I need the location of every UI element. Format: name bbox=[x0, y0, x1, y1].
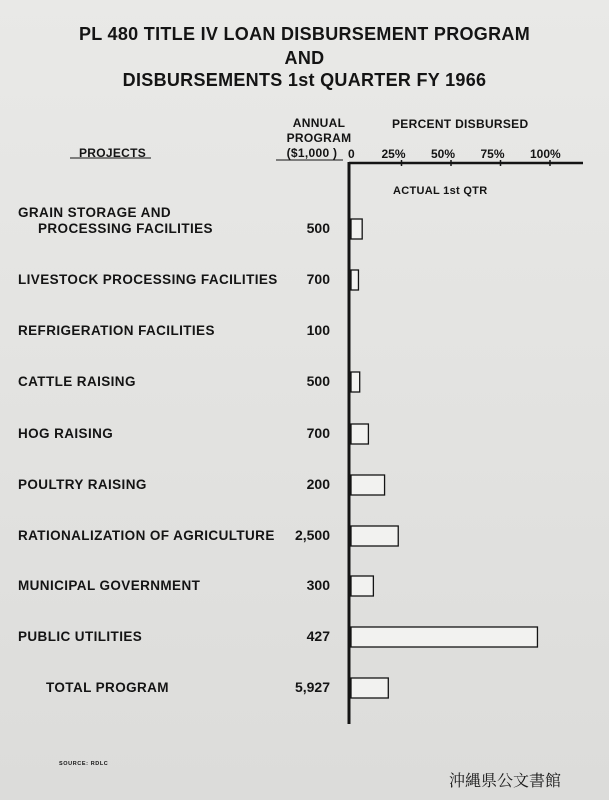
series-label: ACTUAL 1st QTR bbox=[393, 185, 488, 197]
annual-header-line-3: ($1,000 ) bbox=[286, 146, 338, 160]
bar-4 bbox=[351, 424, 368, 444]
x-tick-label-25: 25% bbox=[381, 147, 406, 161]
program-amount-5: 200 bbox=[306, 476, 330, 492]
bar-3 bbox=[351, 372, 360, 392]
program-amount-0: 500 bbox=[306, 220, 330, 236]
annual-header-line-2: PROGRAM bbox=[286, 131, 352, 145]
project-label-4: HOG RAISING bbox=[18, 426, 114, 441]
program-amount-9: 5,927 bbox=[294, 679, 330, 695]
bar-0 bbox=[351, 219, 362, 239]
project-label-7: MUNICIPAL GOVERNMENT bbox=[18, 578, 201, 593]
x-tick-label-0: 0 bbox=[348, 147, 355, 161]
project-label-9: TOTAL PROGRAM bbox=[46, 680, 169, 695]
project-label-0-line-1: GRAIN STORAGE AND bbox=[18, 205, 172, 220]
program-amount-8: 427 bbox=[306, 628, 330, 644]
bars bbox=[351, 219, 537, 698]
bar-7 bbox=[351, 576, 373, 596]
program-amount-4: 700 bbox=[306, 425, 330, 441]
project-label-6: RATIONALIZATION OF AGRICULTURE bbox=[18, 528, 275, 543]
x-tick-label-50: 50% bbox=[431, 147, 456, 161]
bar-8 bbox=[351, 627, 537, 647]
archive-watermark: 沖縄県公文書館 bbox=[449, 771, 562, 790]
source-note: SOURCE: RDLC bbox=[59, 761, 109, 767]
program-amount-6: 2,500 bbox=[294, 527, 330, 543]
x-tick-label-100: 100% bbox=[530, 147, 561, 161]
bar-5 bbox=[351, 475, 385, 495]
percent-header: PERCENT DISBURSED bbox=[392, 117, 529, 131]
x-tick-label-75: 75% bbox=[480, 147, 505, 161]
bar-9 bbox=[351, 678, 388, 698]
project-label-2: REFRIGERATION FACILITIES bbox=[18, 323, 215, 338]
projects-header: PROJECTS bbox=[79, 146, 147, 160]
program-amount-2: 100 bbox=[306, 322, 330, 338]
project-label-1: LIVESTOCK PROCESSING FACILITIES bbox=[18, 272, 278, 287]
program-amount-3: 500 bbox=[306, 373, 330, 389]
project-label-8: PUBLIC UTILITIES bbox=[18, 629, 143, 644]
project-label-5: POULTRY RAISING bbox=[18, 477, 147, 492]
program-amount-1: 700 bbox=[306, 271, 330, 287]
annual-header-line-1: ANNUAL bbox=[292, 116, 346, 130]
bar-1 bbox=[351, 270, 358, 290]
title-line-2: AND bbox=[284, 48, 325, 68]
project-label-0-line-2: PROCESSING FACILITIES bbox=[38, 221, 213, 236]
project-label-3: CATTLE RAISING bbox=[18, 374, 136, 389]
program-amount-7: 300 bbox=[306, 577, 330, 593]
bar-6 bbox=[351, 526, 398, 546]
title-line-3: DISBURSEMENTS 1st QUARTER FY 1966 bbox=[122, 70, 487, 90]
title-line-1: PL 480 TITLE IV LOAN DISBURSEMENT PROGRAM bbox=[78, 24, 530, 44]
